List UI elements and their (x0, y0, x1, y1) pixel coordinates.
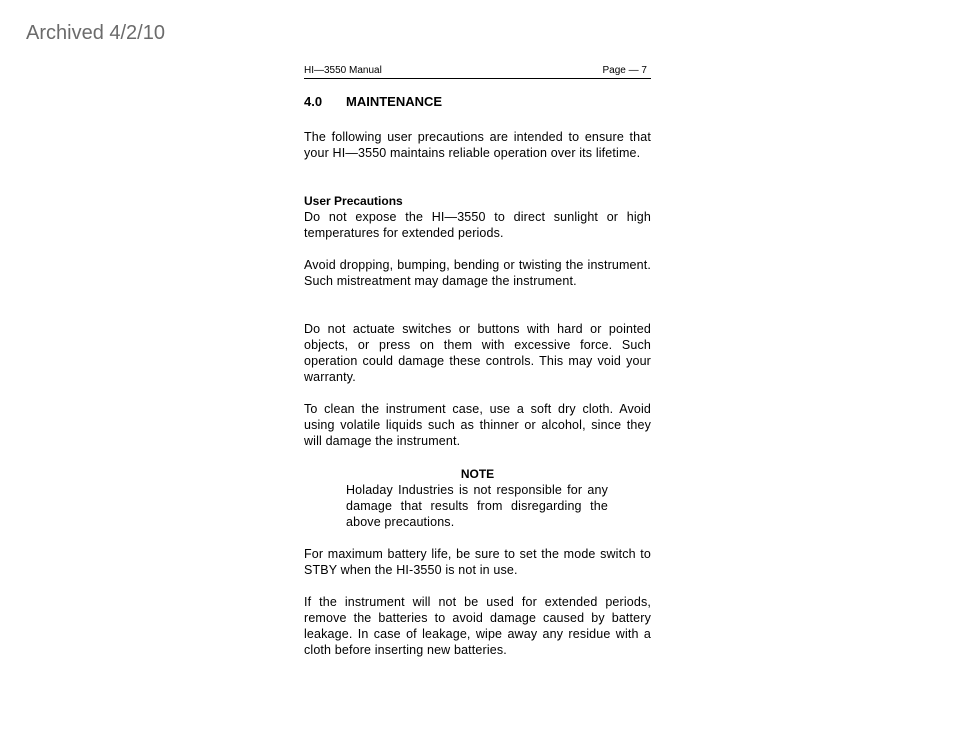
battery-life-paragraph: For maximum battery life, be sure to set the mode switch to STBY when the HI-3550 is not in use. (304, 547, 651, 577)
precaution-cleaning: To clean the instrument case, use a soft dry cloth. Avoid using volatile liquids such as thinner or alcohol, since they will damage the instrument. (304, 402, 651, 448)
section-number: 4.0 (304, 94, 323, 109)
running-header (304, 65, 651, 79)
note-body: Holaday Industries is not responsible for any damage that results from disregarding the above precautions. (346, 483, 608, 529)
note-title: NOTE (460, 467, 495, 481)
archive-stamp: Archived 4/2/10 (26, 22, 165, 44)
manual-title: HI—3550 Manual (304, 65, 382, 76)
precaution-sunlight: Do not expose the HI—3550 to direct sunlight or high temperatures for extended periods. (304, 210, 651, 240)
page-number: Page — 7 (602, 65, 647, 76)
section-title: MAINTENANCE (346, 94, 443, 109)
battery-storage-paragraph: If the instrument will not be used for extended periods, remove the batteries to avoid damage caused by battery leakage. In case of leakage, wipe away any residue with a cloth before inserting new batteries. (304, 595, 651, 657)
precaution-dropping: Avoid dropping, bumping, bending or twisting the instrument. Such mistreatment may damage the instrument. (304, 258, 651, 288)
user-precautions-heading: User Precautions (304, 194, 403, 208)
section-heading (304, 94, 442, 110)
precaution-switches: Do not actuate switches or buttons with hard or pointed objects, or press on them with excessive force. Such operation could damage these controls. This may void your warranty. (304, 322, 651, 384)
intro-paragraph: The following user precautions are intended to ensure that your HI—3550 maintains reliable operation over its lifetime. (304, 130, 651, 160)
